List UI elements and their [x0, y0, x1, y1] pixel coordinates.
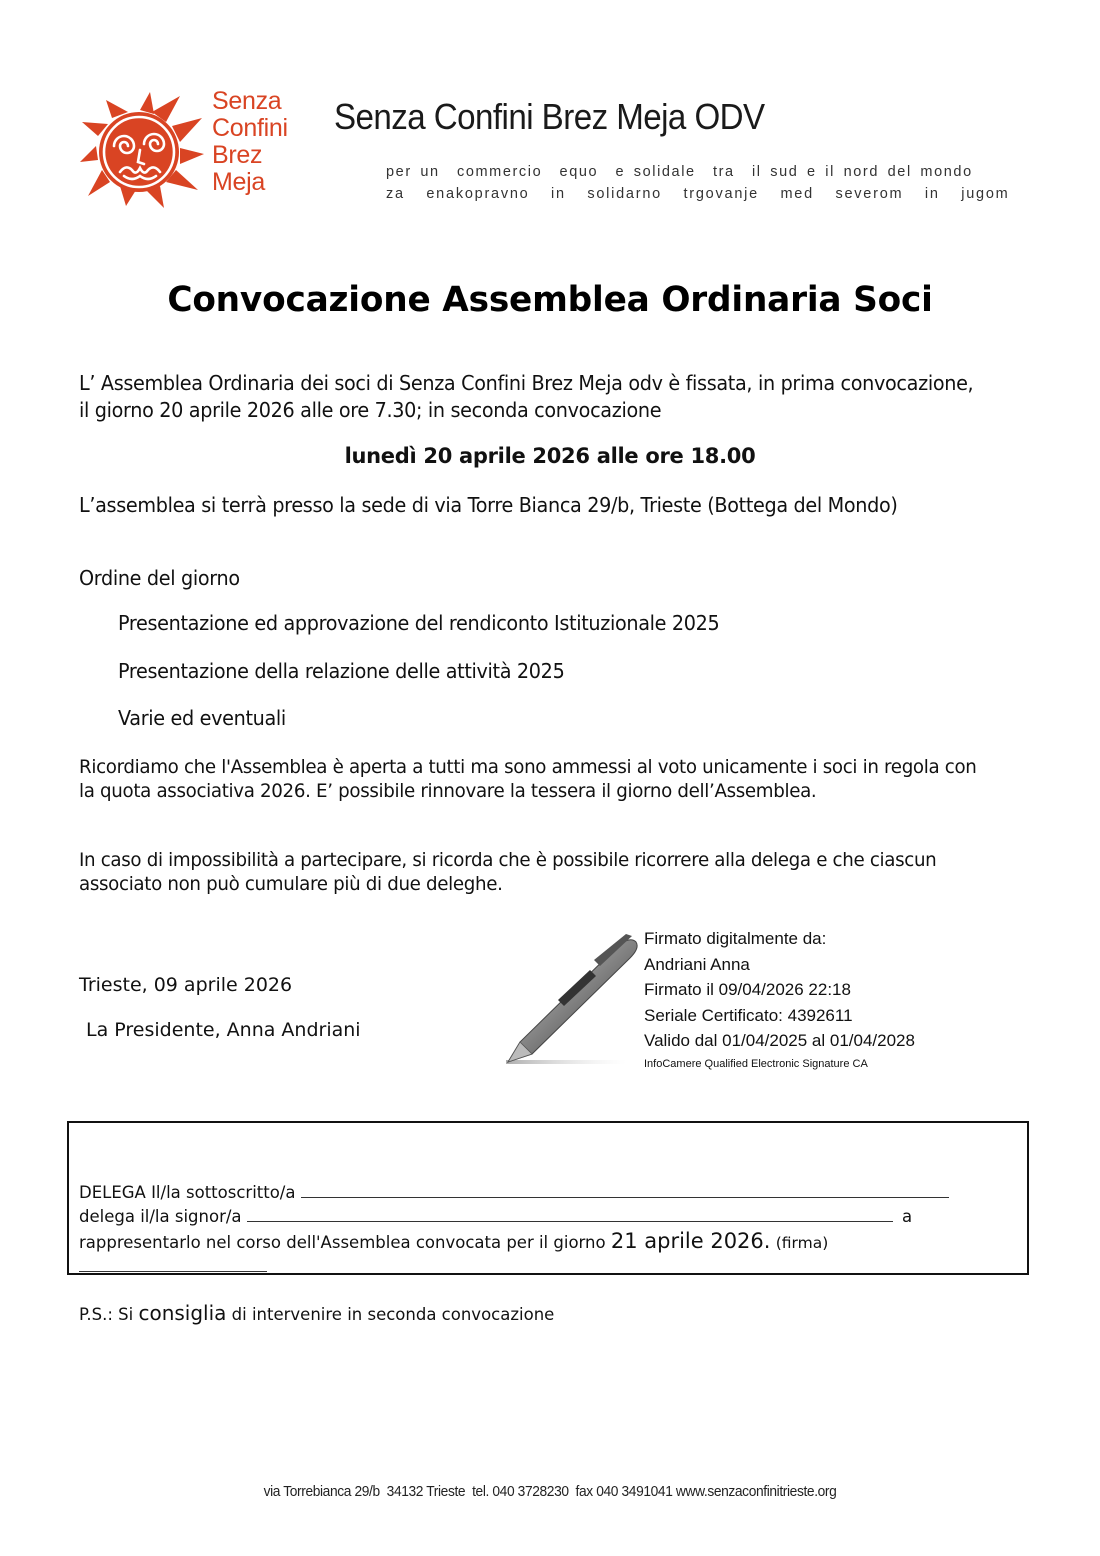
signature-field[interactable]	[79, 1255, 267, 1272]
signature-line: Firmato il 09/04/2026 22:18	[644, 980, 851, 999]
delega-meeting-date: 21 aprile 2026.	[610, 1229, 771, 1253]
sun-face-logo-icon	[80, 92, 204, 208]
delega-signature-label: (firma)	[775, 1234, 829, 1252]
certificate-authority: InfoCamere Qualified Electronic Signature CA	[644, 1057, 868, 1070]
delega-line3-prefix: rappresentarlo nel corso dell'Assemblea convocata per il giorno	[79, 1233, 606, 1252]
organization-name: Senza Confini Brez Meja ODV	[334, 96, 765, 137]
logo-line-4: Meja	[212, 168, 265, 196]
footer-contact-info: via Torrebianca 29/b 34132 Trieste tel. 040 3728230 fax 040 3491041 www.senzaconfinitrieste.org	[263, 1484, 837, 1500]
signature-line: Seriale Certificato: 4392611	[644, 1005, 853, 1025]
second-call-date: lunedì 20 aprile 2026 alle ore 18.00	[344, 444, 756, 468]
tagline-italian: per un commercio equo e solidale tra il sud e il nord del mondo	[386, 164, 973, 180]
delega-line2-suffix: a	[902, 1207, 913, 1226]
intro-paragraph: L’ Assemblea Ordinaria dei soci di Senza Confini Brez Meja odv è fissata, in prima convocazione, il giorno 20 aprile 2026 alle ore 7.30; in seconda convocazione	[79, 371, 974, 422]
delegator-name-field[interactable]	[301, 1181, 949, 1198]
ps-suffix: di intervenire in seconda convocazione	[231, 1305, 555, 1324]
delegate-name-field[interactable]	[247, 1205, 893, 1222]
agenda-item: Varie ed eventuali	[118, 706, 286, 730]
signature-line: Valido dal 01/04/2025 al 01/04/2028	[644, 1031, 915, 1050]
logo-wordmark	[212, 88, 288, 196]
tagline-slovenian: za enakopravno in solidarno trgovanje med severom in jugom	[386, 186, 1010, 202]
agenda-item: Presentazione ed approvazione del rendiconto Istituzionale 2025	[118, 611, 720, 635]
logo-line-2: Confini	[212, 114, 288, 142]
signature-line: Andriani Anna	[644, 954, 750, 974]
reminder-paragraph: Ricordiamo che l'Assemblea è aperta a tutti ma sono ammessi al voto unicamente i soci in regola con la quota associativa 2026. E’ possibile rinnovare la tessera il giorno dell’Assemblea.	[79, 756, 977, 802]
document-title: Convocazione Assemblea Ordinaria Soci	[167, 280, 933, 320]
agenda-heading: Ordine del giorno	[79, 566, 240, 590]
venue-paragraph: L’assemblea si terrà presso la sede di via Torre Bianca 29/b, Trieste (Bottega del Mondo)	[79, 493, 898, 517]
postscript	[79, 1301, 554, 1325]
ps-emphasis: consiglia	[138, 1301, 227, 1325]
delega-line2-label: delega il/la signor/a	[79, 1207, 242, 1226]
signature-line: Firmato digitalmente da:	[644, 929, 827, 948]
delega-form	[79, 1181, 1019, 1279]
place-and-date: Trieste, 09 aprile 2026	[79, 974, 293, 996]
pen-icon	[498, 930, 644, 1070]
digital-signature-block	[644, 926, 915, 1072]
logo-line-3: Brez	[212, 141, 263, 169]
agenda-item: Presentazione della relazione delle attività 2025	[118, 659, 565, 683]
signatory-name: La Presidente, Anna Andriani	[86, 1019, 361, 1041]
delegate-note-paragraph: In caso di impossibilità a partecipare, si ricorda che è possibile ricorrere alla delega e che ciascun associato non può cumulare più di due deleghe.	[79, 849, 937, 895]
delega-line1-label: DELEGA Il/la sottoscritto/a	[79, 1183, 296, 1202]
logo-line-1: Senza	[212, 87, 282, 115]
ps-prefix: P.S.: Si	[79, 1305, 134, 1324]
